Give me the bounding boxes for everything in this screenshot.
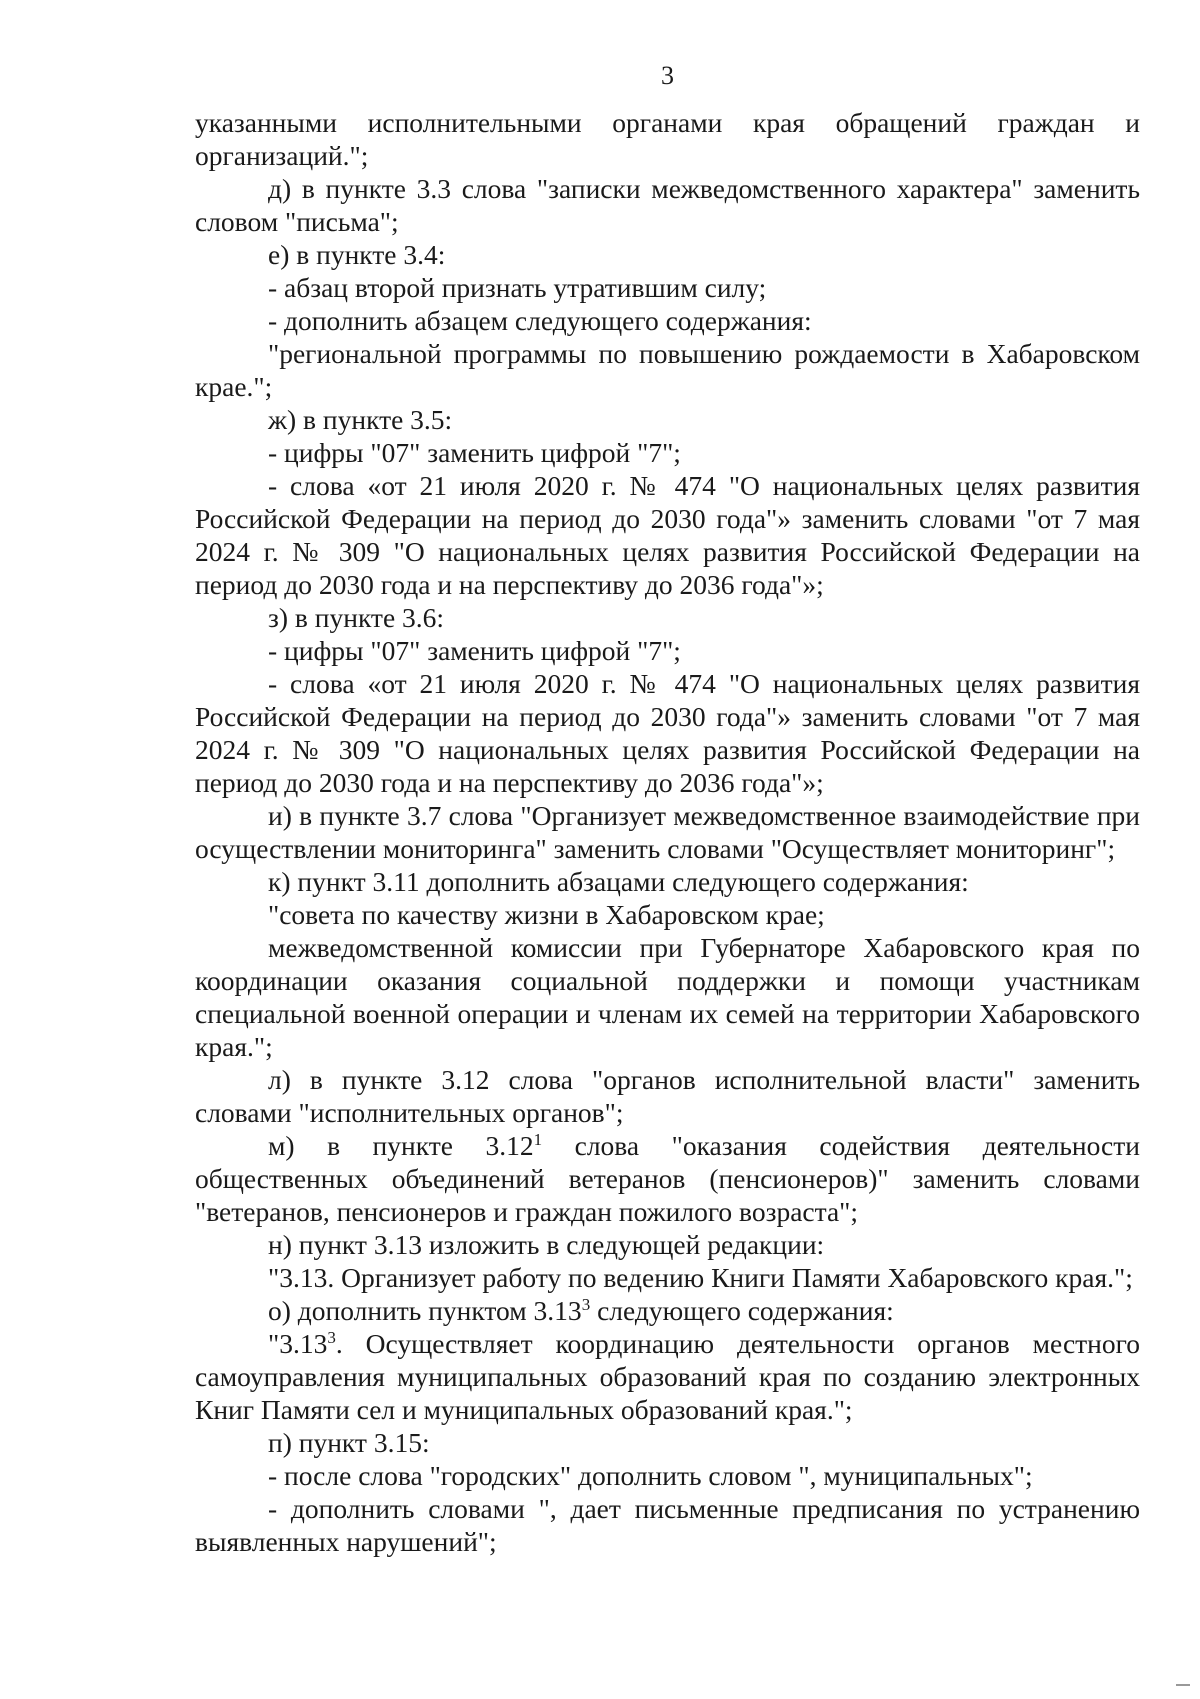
superscript-index: 3 — [581, 1294, 591, 1314]
paragraph: - абзац второй признать утратившим силу; — [268, 272, 767, 303]
document-page — [195, 58, 1140, 1558]
paragraph: - цифры "07" заменить цифрой "7"; — [268, 635, 681, 666]
paragraph: з) в пункте 3.6: — [268, 602, 445, 633]
superscript-index: 3 — [327, 1327, 336, 1347]
paragraph: е) в пункте 3.4: — [268, 239, 446, 270]
superscript-index: 1 — [533, 1129, 543, 1149]
paragraph: н) пункт 3.13 изложить в следующей редакции: — [268, 1229, 825, 1260]
page-number: 3 — [661, 61, 674, 90]
paragraph-text-before: "3.13 — [268, 1328, 328, 1359]
paragraph — [195, 1129, 1140, 1228]
paragraph: ж) в пункте 3.5: — [268, 404, 453, 435]
paragraph: л) в пункте 3.12 слова "органов исполнительной власти" заменить словами "исполнительных органов"; — [195, 1064, 1140, 1128]
paragraph: и) в пункте 3.7 слова "Организует межведомственное взаимодействие при осуществлении мониторинга" заменить словами "Осуществляет мониторинг"; — [195, 800, 1140, 864]
paragraph-text-before: о) дополнить пунктом 3.13 — [268, 1295, 582, 1326]
paragraph-text-before: м) в пункте 3.12 — [268, 1130, 534, 1161]
paragraph: - дополнить абзацем следующего содержания: — [268, 305, 812, 336]
paragraph-text-after: слова "оказания содействия деятельности общественных объединений ветеранов (пенсионеров)" заменить словами "ветеранов, пенсионеров и граждан пожилого возраста"; — [195, 1130, 1140, 1227]
paragraph-text-after: следующего содержания: — [590, 1295, 894, 1326]
paragraph: п) пункт 3.15: — [268, 1427, 430, 1458]
paragraph: - слова «от 21 июля 2020 г. № 474 "О национальных целях развития Российской Федерации на период до 2030 года"» заменить словами "от 7 мая 2024 г. № 309 "О национальных целях развития Российской Федерации на период до 2030 года и на перспективу до 2036 года"»; — [195, 470, 1140, 600]
paragraph: - цифры "07" заменить цифрой "7"; — [268, 437, 681, 468]
paragraph: к) пункт 3.11 дополнить абзацами следующего содержания: — [268, 866, 969, 897]
paragraph: д) в пункте 3.3 слова "записки межведомственного характера" заменить словом "письма"; — [195, 173, 1140, 237]
paragraph: "региональной программы по повышению рождаемости в Хабаровском крае."; — [195, 338, 1140, 402]
paragraph: - слова «от 21 июля 2020 г. № 474 "О национальных целях развития Российской Федерации на период до 2030 года"» заменить словами "от 7 мая 2024 г. № 309 "О национальных целях развития Российской Федерации на период до 2030 года и на перспективу до 2036 года"»; — [195, 668, 1140, 798]
document-body — [195, 106, 1140, 1558]
paragraph: - дополнить словами ", дает письменные предписания по устранению выявленных нарушений"; — [195, 1493, 1140, 1557]
scan-edge-mark — [1176, 1684, 1190, 1686]
paragraph: "3.13. Организует работу по ведению Книги Памяти Хабаровского края."; — [268, 1262, 1133, 1293]
paragraph — [195, 1294, 1140, 1327]
paragraph: указанными исполнительными органами края обращений граждан и организаций."; — [195, 107, 1140, 171]
paragraph: - после слова "городских" дополнить словом ", муниципальных"; — [268, 1460, 1033, 1491]
paragraph-text-after: . Осуществляет координацию деятельности органов местного самоуправления муниципальных образований края по созданию электронных Книг Памяти сел и муниципальных образований края."; — [195, 1328, 1140, 1425]
paragraph — [195, 1327, 1140, 1426]
paragraph: межведомственной комиссии при Губернаторе Хабаровского края по координации оказания социальной поддержки и помощи участникам специальной военной операции и членам их семей на территории Хабаровского края."; — [195, 932, 1140, 1062]
paragraph: "совета по качеству жизни в Хабаровском крае; — [268, 899, 825, 930]
